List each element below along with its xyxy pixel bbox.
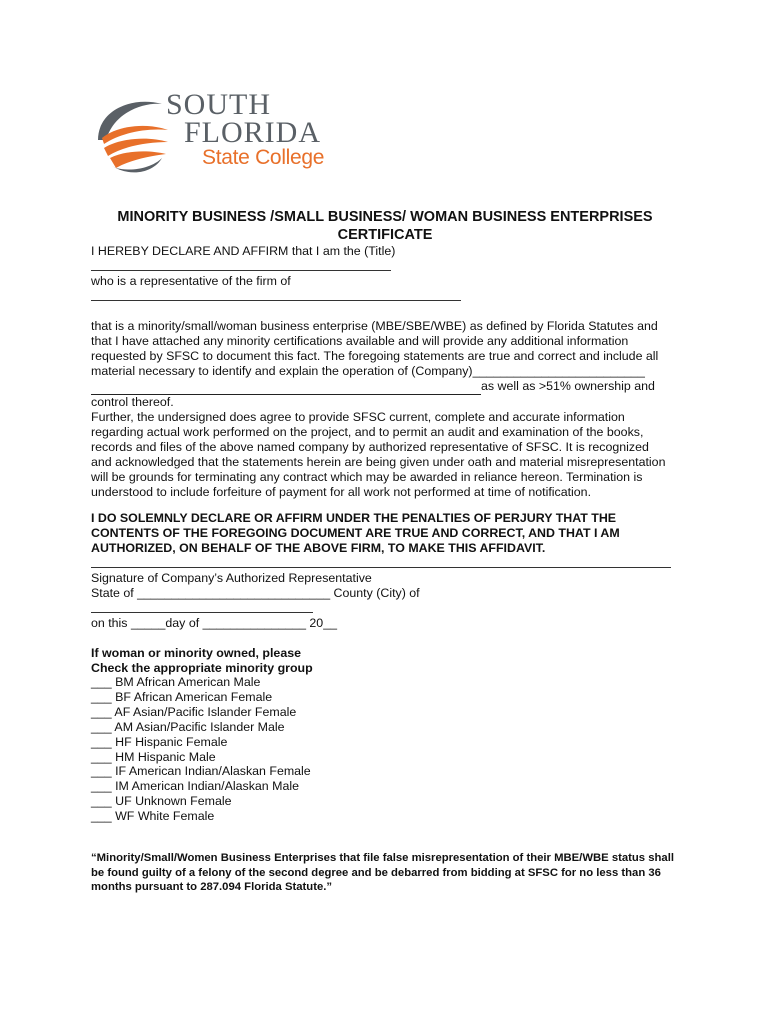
ownership-line: [91, 379, 686, 395]
minority-heading-line: Check the appropriate minority group: [91, 661, 313, 675]
minority-group-list: [91, 675, 311, 824]
group-option-wf[interactable]: ___ WF White Female: [91, 809, 215, 824]
group-option-im[interactable]: ___ IM American Indian/Alaskan Male: [91, 779, 299, 794]
solemn-line: I DO SOLEMNLY DECLARE OR AFFIRM UNDER THE PENALTIES OF PERJURY THAT THE: [91, 511, 617, 525]
body2-line: understood to include forfeiture of payment for all work not performed at time of notification.: [91, 485, 592, 499]
footnote-line: “Minority/Small/Women Business Enterprises that file false misrepresentation of their MBE/WBE status shall: [91, 852, 674, 864]
affirmation-paragraph: [91, 319, 686, 500]
body2-line: records and files of the above named company by authorized representative of SFSC. It is recognized: [91, 440, 649, 454]
group-option-bm[interactable]: ___ BM African American Male: [91, 675, 261, 689]
body2-line: will be grounds for terminating any contract which may be awarded in reliance hereon. Termination is: [91, 470, 643, 484]
state-county-line: State of ____________________________ County (City) of: [91, 586, 420, 600]
title-line-1: MINORITY BUSINESS /SMALL BUSINESS/ WOMAN BUSINESS ENTERPRISES: [117, 209, 653, 225]
signature-label: Signature of Company’s Authorized Representative: [91, 571, 372, 585]
title-blank-line[interactable]: [91, 270, 391, 271]
minority-heading: [91, 646, 686, 676]
logo-state-college-text: State College: [202, 146, 325, 169]
body1-line: requested by SFSC to document this fact. The foregoing statements are true and correct and include all: [91, 349, 659, 363]
control-line: control thereof.: [91, 395, 174, 409]
footnote-line: months pursuant to 287.094 Florida Statute.”: [91, 881, 333, 893]
group-option-uf[interactable]: ___ UF Unknown Female: [91, 794, 232, 809]
ownership-suffix: as well as >51% ownership and: [481, 379, 655, 393]
signature-blank-line[interactable]: [91, 567, 671, 568]
group-option-hf[interactable]: ___ HF Hispanic Female: [91, 734, 228, 749]
body1-line: material necessary to identify and explain the operation of (Company)_________________________: [91, 364, 645, 378]
body1-line: that is a minority/small/woman business enterprise (MBE/SBE/WBE) as defined by Florida Statutes and: [91, 319, 658, 333]
declare-line: I HEREBY DECLARE AND AFFIRM that I am the (Title): [91, 244, 396, 258]
body2-line: Further, the undersigned does agree to provide SFSC current, complete and accurate information: [91, 410, 625, 424]
body1-line: that I have attached any minority certifications available and will provide any additional information: [91, 334, 629, 348]
body2-line: regarding actual work performed on the project, and to permit an audit and examination of the books,: [91, 425, 644, 439]
group-option-hm[interactable]: ___ HM Hispanic Male: [91, 749, 216, 764]
date-line: on this _____day of _______________ 20__: [91, 616, 337, 630]
body2-line: and acknowledged that the statements herein are being given under oath and material misrepresentation: [91, 455, 666, 469]
logo-south-text: SOUTH: [166, 88, 272, 121]
group-option-if[interactable]: ___ IF American Indian/Alaskan Female: [91, 764, 311, 779]
minority-heading-line: If woman or minority owned, please: [91, 646, 301, 660]
group-option-am[interactable]: ___ AM Asian/Pacific Islander Male: [91, 719, 285, 734]
group-option-af[interactable]: ___ AF Asian/Pacific Islander Female: [91, 704, 297, 719]
representative-line: who is a representative of the firm of: [91, 274, 291, 288]
logo-florida-text: FLORIDA: [184, 116, 322, 149]
college-logo: [92, 88, 332, 178]
city-blank-line[interactable]: [91, 612, 313, 613]
solemn-line: CONTENTS OF THE FOREGOING DOCUMENT ARE TRUE AND CORRECT, AND THAT I AM: [91, 526, 620, 540]
solemn-line: AUTHORIZED, ON BEHALF OF THE ABOVE FIRM, TO MAKE THIS AFFIDAVIT.: [91, 541, 546, 555]
company-blank-line[interactable]: [91, 379, 481, 395]
group-option-bf[interactable]: ___ BF African American Female: [91, 689, 273, 704]
logo-swoosh-icon: [92, 88, 172, 178]
perjury-declaration: [91, 511, 686, 556]
statute-footnote: [91, 851, 691, 895]
document-title: [90, 208, 680, 244]
firm-blank-line[interactable]: [91, 300, 461, 301]
title-line-2: CERTIFICATE: [337, 227, 433, 243]
footnote-line: be found guilty of a felony of the second degree and be debarred from bidding at SFSC for no less than 36: [91, 866, 661, 879]
